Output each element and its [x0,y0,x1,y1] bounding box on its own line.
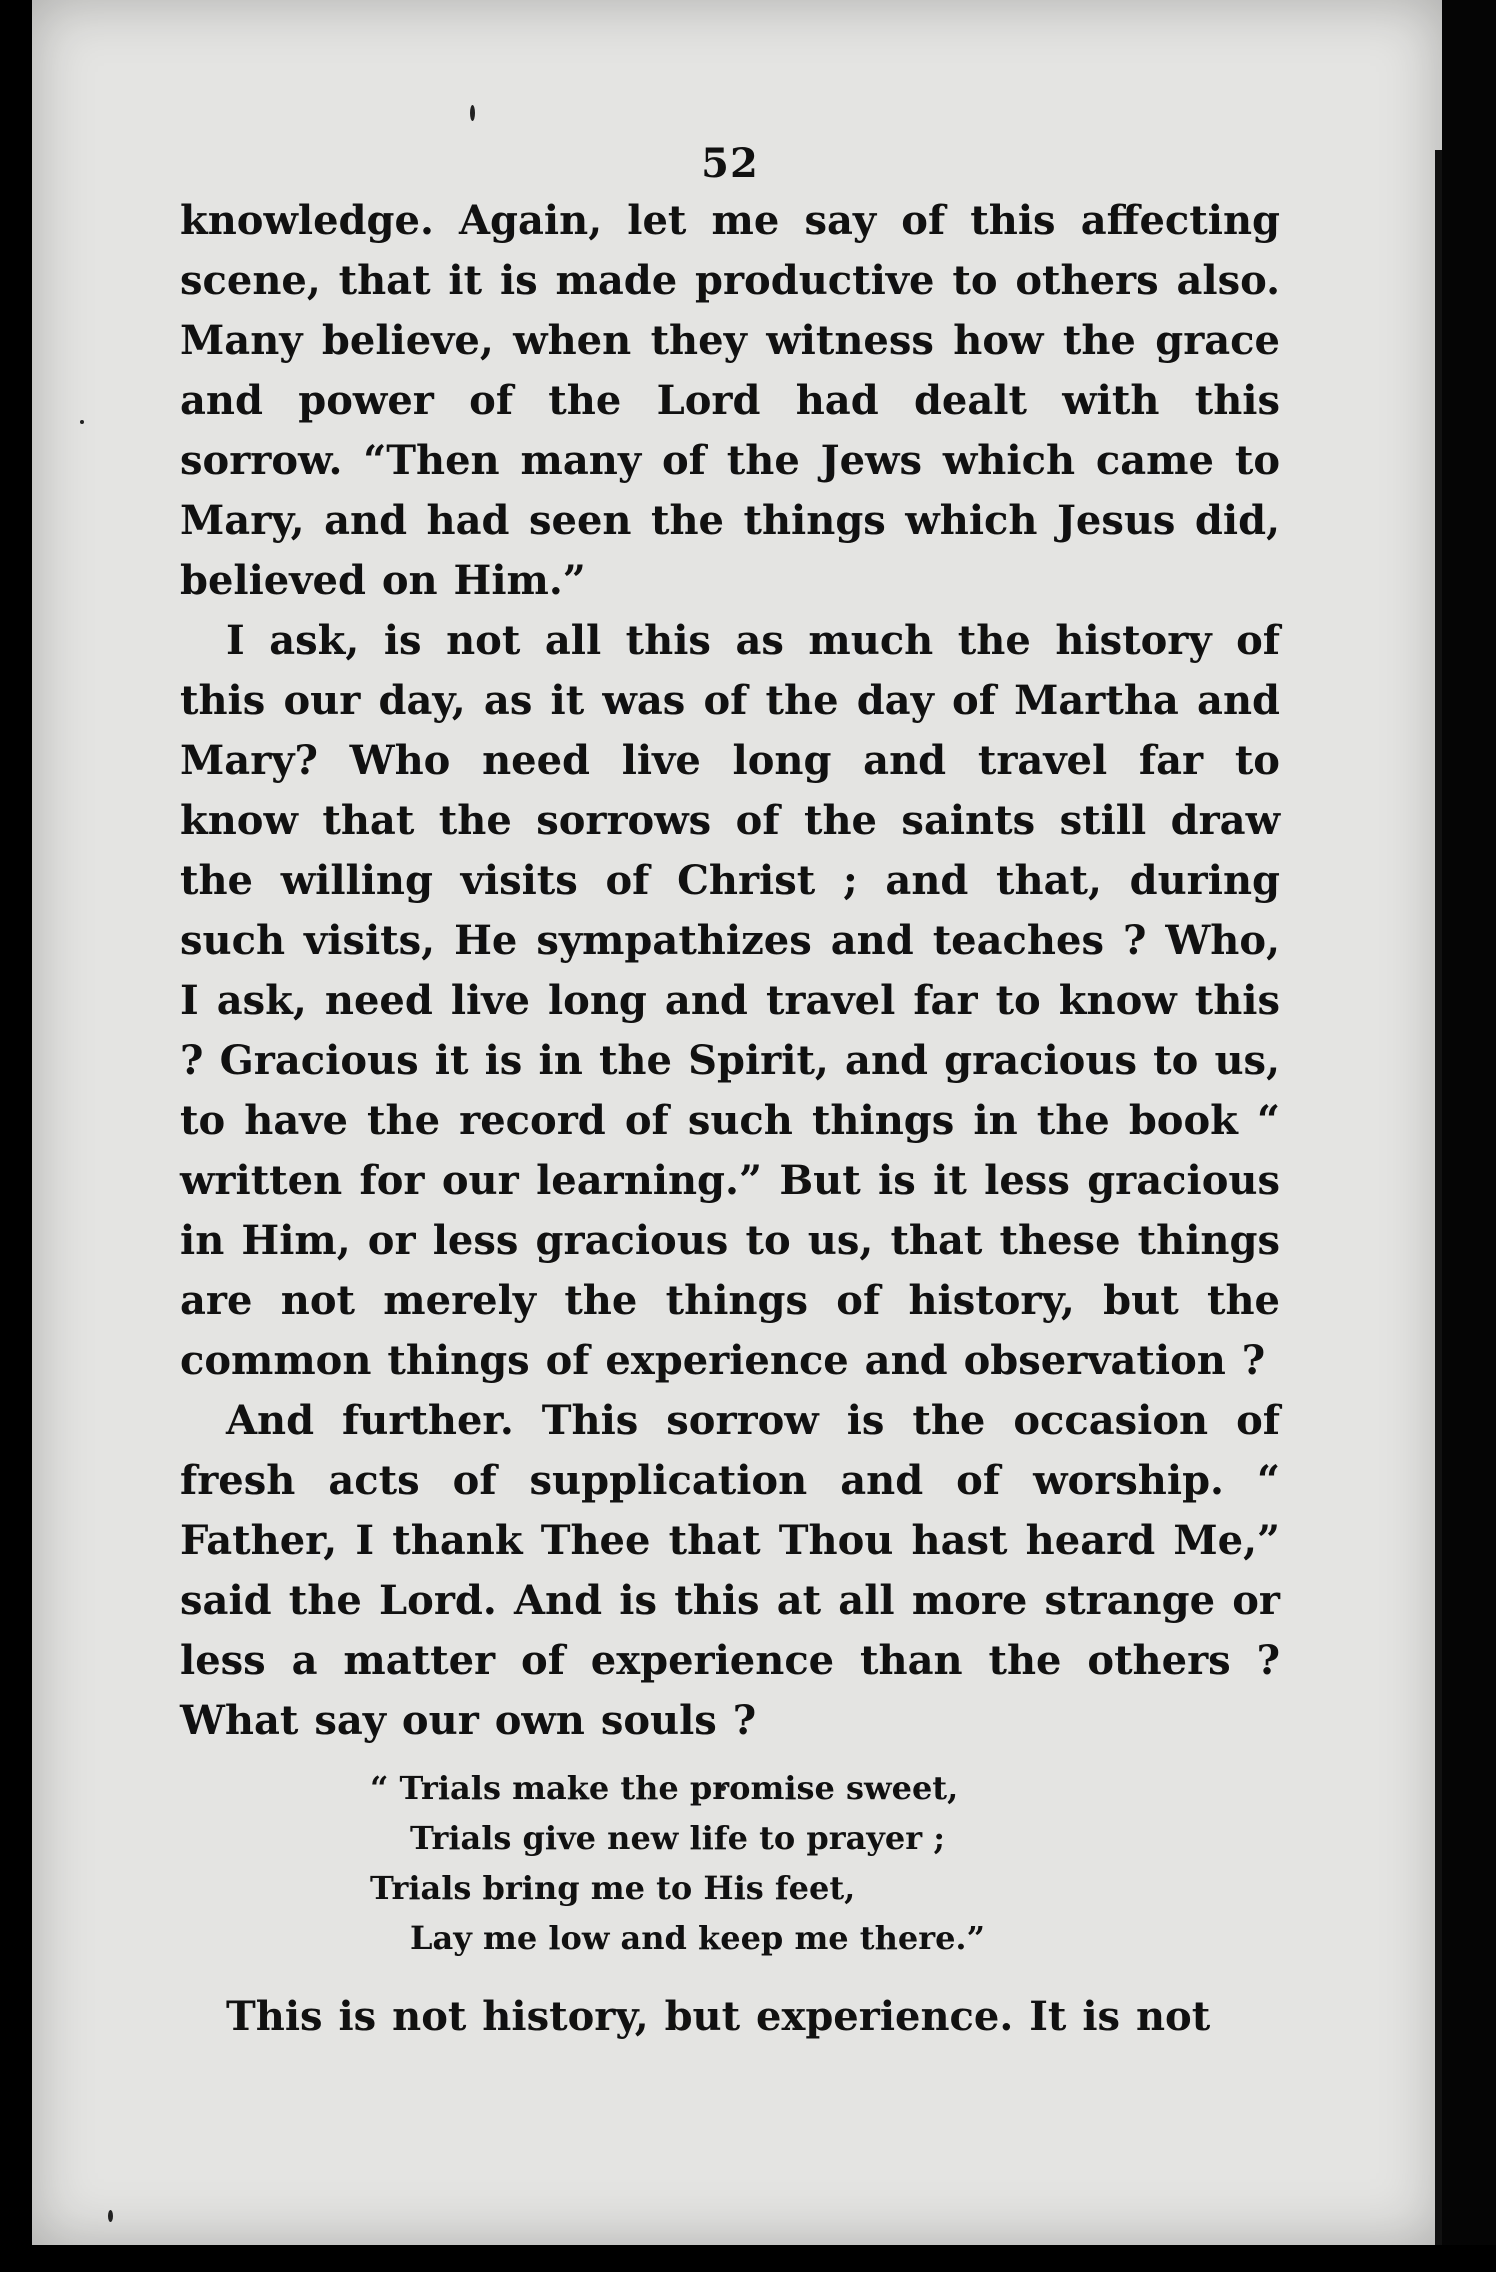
paragraph-3: And further. This sorrow is the occasion of fresh acts of supplication and of worship. “ Father, I thank Thee that Thou hast heard Me,” said the Lord. And is this at all more strange or less a matter of experience than the others ? What say our own souls ? [180,1397,1280,1744]
page-number: 52 [701,140,759,187]
page-text [180,140,1280,2047]
paragraph-1: knowledge. Again, let me say of this affecting scene, that it is made productive to others also. Many believe, when they witness how the grace and power of the Lord had dealt with this sorrow. “Then many of the Jews which came to Mary, and had seen the things which Jesus did, believed on Him.” [180,197,1280,604]
hymn-line: Trials give new life to prayer ; [410,1819,946,1857]
paper-speck [470,105,475,121]
hymn-line: Trials bring me to His feet, [370,1869,856,1907]
hymn-line: Lay me low and keep me there.” [410,1919,985,1957]
paper-speck [80,420,84,424]
paper-speck [108,2210,113,2222]
closing-line: This is not history, but experience. It is not [226,1993,1211,2040]
paragraph-2: I ask, is not all this as much the history of this our day, as it was of the day of Martha and Mary? Who need live long and travel far to know that the sorrows of the saints still draw the willing visits of Christ ; and that, during such visits, He sympathizes and teaches ? Who, I ask, need live long and travel far to know this ? Gracious it is in the Spirit, and gracious to us, to have the record of such things in the book “ written for our learning.” But is it less gracious in Him, or less gracious to us, that these things are not merely the things of history, but the common things of experience and observation ? [180,617,1280,1384]
hymn-quote [370,1763,1280,1963]
scan-right-margin [1442,0,1496,2272]
hymn-line: “ Trials make the promise sweet, [370,1769,959,1807]
scan-bottom-margin [0,2245,1496,2272]
